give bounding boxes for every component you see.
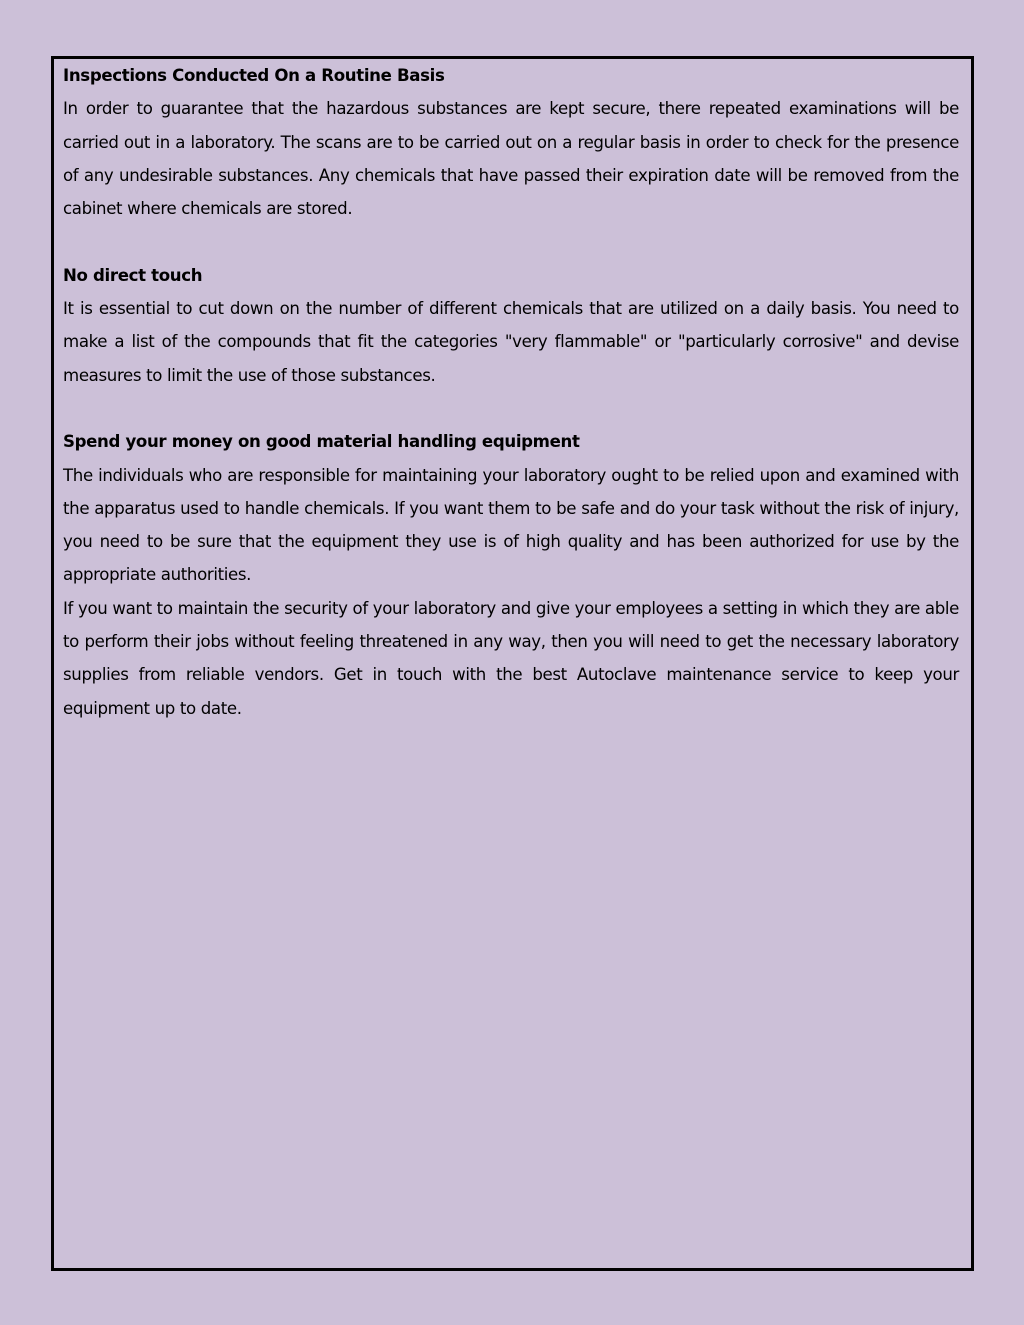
section-spacer [63,392,959,425]
section-routine-inspections [63,59,959,225]
content-frame [51,56,974,1271]
section-handling-equipment [63,425,959,725]
section-heading: Inspections Conducted On a Routine Basis [63,66,445,85]
section-paragraph: It is essential to cut down on the number of different chemicals that are utilized on a daily basis. You need to make a list of the compounds that fit the categories "very flammable" or "particularly corrosive" and devise measures to limit the use of those substances. [63,299,959,385]
section-heading: No direct touch [63,265,203,285]
section-no-direct-touch [63,259,959,392]
section-paragraph: The individuals who are responsible for maintaining your laboratory ought to be relied upon and examined with the apparatus used to handle chemicals. If you want them to be safe and do your task without the risk of injury, you need to be sure that the equipment they use is of high quality and has been authorized for use by the appropriate authorities. [63,465,959,585]
section-heading: Spend your money on good material handling equipment [63,432,580,452]
section-paragraph: In order to guarantee that the hazardous substances are kept secure, there repeated examinations will be carried out in a laboratory. The scans are to be carried out on a regular basis in order to check for the presence of any undesirable substances. Any chemicals that have passed their expiration date will be removed from the cabinet where chemicals are stored. [63,99,959,219]
section-paragraph: If you want to maintain the security of your laboratory and give your employees a setting in which they are able to perform their jobs without feeling threatened in any way, then you will need to get the necessary laboratory supplies from reliable vendors. Get in touch with the best Autoclave maintenance service to keep your equipment up to date. [63,598,959,718]
section-spacer [63,225,959,258]
document-body [63,59,959,725]
